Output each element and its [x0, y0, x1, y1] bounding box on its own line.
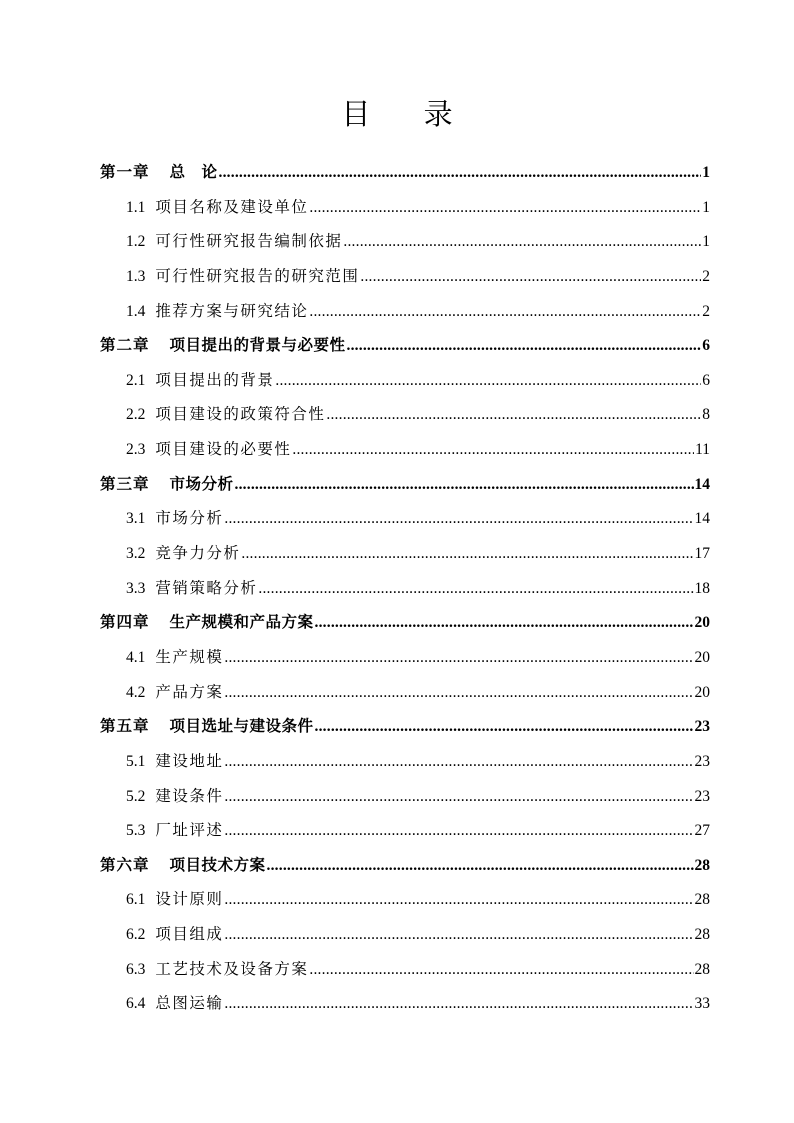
toc-entry-number: 5.1 [126, 752, 146, 770]
dot-leader [343, 225, 701, 260]
page-title: 目 录 [341, 97, 475, 131]
toc-section-entry[interactable] [100, 363, 710, 398]
toc-entry-title: 可行性研究报告的研究范围 [155, 266, 360, 285]
toc-page-number: 28 [694, 856, 710, 874]
toc-page-number: 20 [694, 683, 710, 701]
toc-entry-title: 项目提出的背景 [155, 370, 275, 389]
toc-entry-number: 5.3 [126, 822, 146, 840]
toc-entry-title: 推荐方案与研究结论 [155, 301, 309, 320]
toc-entry-number: 1.1 [126, 198, 146, 216]
toc-section-entry[interactable] [100, 432, 710, 467]
toc-entry-title: 生产规模和产品方案 [169, 612, 314, 632]
toc-entry-number: 4.2 [126, 683, 146, 701]
toc-entry-title: 项目建设的必要性 [155, 440, 292, 459]
toc-section-entry[interactable] [100, 259, 710, 294]
toc-section-entry[interactable] [100, 224, 710, 259]
toc-entry-number: 第六章 [100, 854, 150, 874]
table-of-contents [100, 155, 710, 1021]
toc-entry-title: 可行性研究报告编制依据 [155, 232, 343, 251]
dot-leader [315, 710, 694, 745]
toc-entry-title: 项目组成 [155, 925, 224, 944]
dot-leader [309, 191, 701, 226]
dot-leader [275, 364, 701, 399]
toc-section-entry[interactable] [100, 882, 710, 917]
toc-section-entry[interactable] [100, 190, 710, 225]
dot-leader [224, 918, 693, 953]
toc-entry-number: 3.2 [126, 545, 146, 563]
toc-page-number: 17 [694, 545, 710, 563]
toc-page-number: 18 [694, 579, 710, 597]
toc-page-number: 1 [702, 233, 710, 251]
toc-page-number: 23 [694, 718, 710, 736]
dot-leader [241, 537, 693, 572]
toc-page-number: 8 [702, 406, 710, 424]
toc-entry-number: 第五章 [100, 716, 150, 736]
toc-page-number: 33 [694, 995, 710, 1013]
toc-section-entry[interactable] [100, 536, 710, 571]
toc-entry-number: 2.1 [126, 371, 146, 389]
toc-section-entry[interactable] [100, 397, 710, 432]
toc-section-entry[interactable] [100, 813, 710, 848]
toc-section-entry[interactable] [100, 571, 710, 606]
toc-page-number: 23 [694, 752, 710, 770]
toc-page-number: 2 [702, 302, 710, 320]
toc-chapter-entry[interactable] [100, 328, 710, 363]
toc-entry-title: 设计原则 [155, 890, 224, 909]
dot-leader [326, 398, 701, 433]
toc-entry-number: 6.3 [126, 960, 146, 978]
toc-entry-number: 第一章 [100, 162, 150, 181]
toc-entry-title: 总 论 [169, 162, 218, 181]
dot-leader [219, 156, 702, 191]
toc-section-entry[interactable] [100, 640, 710, 675]
toc-section-entry[interactable] [100, 952, 710, 987]
toc-entry-number: 5.2 [126, 787, 146, 805]
toc-entry-title: 建设地址 [155, 751, 224, 770]
toc-entry-title: 工艺技术及设备方案 [155, 959, 309, 978]
toc-page-number: 6 [702, 337, 710, 355]
toc-entry-number: 第二章 [100, 335, 150, 355]
toc-entry-number: 1.3 [126, 267, 146, 285]
dot-leader [267, 849, 694, 884]
toc-entry-number: 第三章 [100, 473, 150, 493]
toc-entry-title: 市场分析 [155, 509, 224, 528]
toc-entry-number: 6.4 [126, 995, 146, 1013]
toc-entry-title: 项目提出的背景与必要性 [169, 335, 346, 355]
dot-leader [224, 641, 693, 676]
toc-entry-number: 4.1 [126, 648, 146, 666]
dot-leader [347, 329, 702, 364]
toc-page-number: 1 [702, 164, 710, 181]
toc-page-number: 14 [694, 475, 710, 493]
dot-leader [224, 745, 693, 780]
dot-leader [315, 606, 694, 641]
toc-chapter-entry[interactable] [100, 467, 710, 502]
toc-page-number: 11 [695, 441, 710, 459]
toc-entry-title: 项目建设的政策符合性 [155, 405, 326, 424]
toc-entry-title: 厂址评述 [155, 821, 224, 840]
toc-entry-title: 项目技术方案 [169, 854, 266, 874]
dot-leader [224, 780, 693, 815]
toc-section-entry[interactable] [100, 501, 710, 536]
toc-page-number: 27 [694, 822, 710, 840]
dot-leader [258, 572, 693, 607]
toc-page-number: 14 [694, 510, 710, 528]
toc-chapter-entry[interactable] [100, 605, 710, 640]
toc-entry-number: 6.2 [126, 926, 146, 944]
toc-page-number: 28 [694, 926, 710, 944]
toc-entry-number: 1.4 [126, 302, 146, 320]
toc-section-entry[interactable] [100, 986, 710, 1021]
toc-entry-title: 产品方案 [155, 682, 224, 701]
dot-leader [224, 676, 693, 711]
toc-entry-title: 生产规模 [155, 647, 224, 666]
toc-chapter-entry[interactable] [100, 709, 710, 744]
toc-page-number: 1 [702, 198, 710, 216]
toc-entry-number: 2.2 [126, 406, 146, 424]
dot-leader [360, 260, 701, 295]
toc-entry-number: 6.1 [126, 891, 146, 909]
toc-entry-title: 营销策略分析 [155, 578, 258, 597]
toc-entry-title: 市场分析 [169, 473, 234, 493]
dot-leader [235, 468, 694, 503]
dot-leader [224, 502, 693, 537]
toc-chapter-entry[interactable] [100, 155, 710, 190]
toc-entry-title: 项目名称及建设单位 [155, 197, 309, 216]
toc-section-entry[interactable] [100, 779, 710, 814]
toc-page-number: 23 [694, 787, 710, 805]
toc-section-entry[interactable] [100, 744, 710, 779]
toc-section-entry[interactable] [100, 917, 710, 952]
dot-leader [224, 814, 693, 849]
toc-entry-title: 建设条件 [155, 786, 224, 805]
toc-entry-number: 2.3 [126, 441, 146, 459]
toc-entry-title: 总图运输 [155, 994, 224, 1013]
dot-leader [309, 295, 701, 330]
toc-section-entry[interactable] [100, 675, 710, 710]
dot-leader [224, 883, 693, 918]
toc-page-number: 28 [694, 891, 710, 909]
toc-page-number: 2 [702, 267, 710, 285]
toc-chapter-entry[interactable] [100, 848, 710, 883]
toc-page-number: 6 [702, 371, 710, 389]
dot-leader [292, 433, 694, 468]
toc-entry-title: 竞争力分析 [155, 544, 241, 563]
dot-leader [224, 987, 693, 1022]
dot-leader [309, 953, 693, 988]
toc-entry-number: 3.3 [126, 579, 146, 597]
toc-page-number: 28 [694, 960, 710, 978]
toc-entry-number: 1.2 [126, 233, 146, 251]
toc-section-entry[interactable] [100, 294, 710, 329]
toc-page-number: 20 [694, 648, 710, 666]
toc-entry-number: 3.1 [126, 510, 146, 528]
toc-entry-title: 项目选址与建设条件 [169, 716, 314, 736]
toc-page-number: 20 [694, 614, 710, 632]
toc-entry-number: 第四章 [100, 612, 150, 632]
